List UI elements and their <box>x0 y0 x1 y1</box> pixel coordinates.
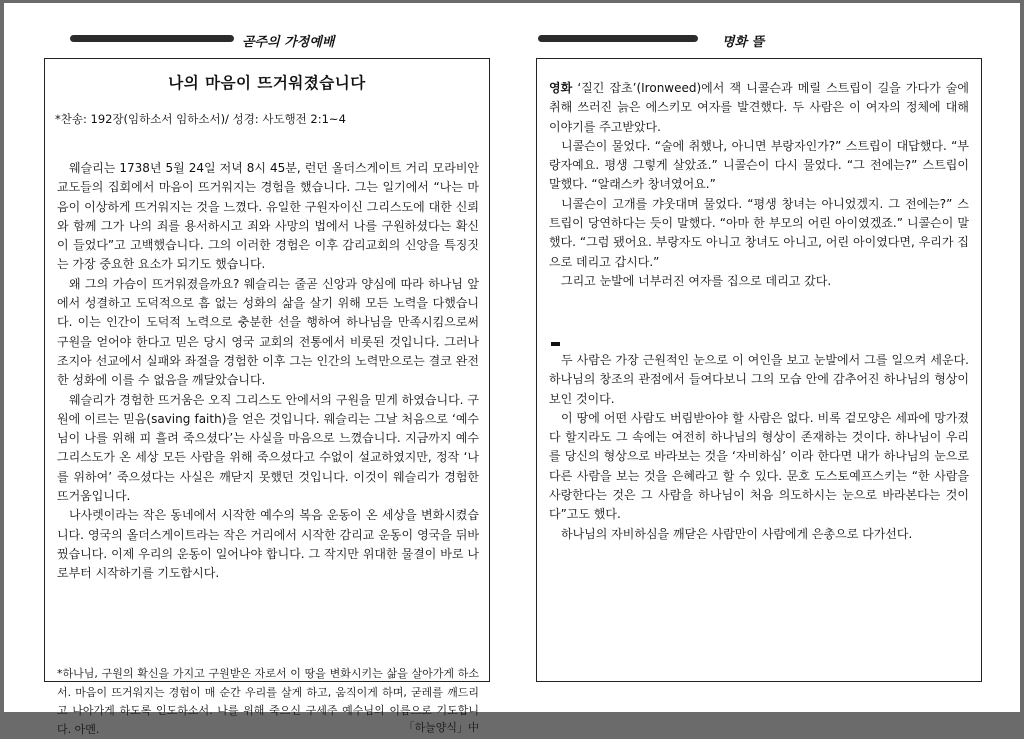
page-sheet <box>4 3 1020 736</box>
left-header-title: 곧주의 가정예배 <box>242 35 335 50</box>
paragraph: 왜 그의 가슴이 뜨거워졌을까요? 웨슬리는 줄곧 신앙과 양심에 따라 하나님 앞에서 성결하고 도덕적으로 흠 없는 성화의 삶을 살기 위해 모든 노력을 다했습니다. 이는 인간이 도덕적 노력으로 충분한 선을 행하여 하나님을 만족시킴으로써 구원을 얻어야 한다고 믿은 당시 영국 교회의 전통에서 비롯된 것입니다. 그러나 조지아 선교에서 실패와 좌절을 경험한 이후 그는 인간의 노력만으로는 결코 완전한 성화에 이를 수 없음을 깨달았습니다. <box>57 276 479 388</box>
paragraph: 웨슬리가 경험한 뜨거움은 오직 그리스도 안에서의 구원을 믿게 하였습니다. 구원에 이르는 믿음(saving faith)을 얻은 것입니다. 웨슬리는 그날 처음으로 ‘예수님이 나를 위해 피 흘려 죽으셨다’는 사실을 마음으로 느꼈습니다. 지금까지 예수 그리스도가 온 세상 모든 사람을 위해 죽으셨다고 수없이 설교하였지만, 정작 ‘나를 위하여’ 죽으셨다는 사실은 깨닫지 못했던 것입니다. 이것이 웨슬리가 경험한 뜨거움입니다. <box>57 392 479 504</box>
paragraph: 니콜슨이 물었다. “술에 취했나, 아니면 부랑자인가?” 스트립이 대답했다. “부랑자예요. 평생 그렇게 살았죠.” 니콜슨이 다시 물었다. “그 전에는?” 스트립이 말했다. “알래스카 창녀였어요.” <box>549 138 969 192</box>
hymn-scripture-line: *찬송: 192장(임하소서 임하소서)/ 성경: 사도행전 2:1~4 <box>55 112 346 126</box>
paragraph: 이 땅에 어떤 사람도 버림받아야 할 사람은 없다. 비록 겉모양은 세파에 망가졌다 할지라도 그 속에는 여전히 하나님의 형상이 존재하는 것이다. 하나님이 우리를 당신의 형상으로 바라보는 것을 ‘자비하심’ 이라 한다면 내가 하나님의 눈으로 다른 사람을 보는 것을 은혜라고 할 수 있다. 문호 도스토예프스키는 “한 사람을 사랑한다는 것은 그 사람을 하나님이 처음 의도하시는 눈으로 바라본다는 것이다”고도 했다. <box>549 410 969 522</box>
right-header-title: 명화 뜰 <box>722 35 765 50</box>
left-header-bar <box>70 35 234 42</box>
film-story-body <box>549 79 969 291</box>
paragraph: 그리고 눈발에 너부러진 여자를 집으로 데리고 갔다. <box>561 273 832 288</box>
paragraph: 나사렛이라는 작은 동네에서 시작한 예수의 복음 운동이 온 세상을 변화시켰습니다. 영국의 올더스게이트라는 작은 거리에서 시작한 감리교 운동이 영국을 뒤바꿨습니다. 이제 우리의 운동이 일어나야 합니다. 그 작지만 위대한 물결이 바로 나로부터 시작하기를 기도합시다. <box>57 508 479 581</box>
paragraph: 웨슬리는 1738년 5월 24일 저녁 8시 45분, 런던 올더스게이트 거리 모라비안 교도들의 집회에서 마음이 뜨거워지는 경험을 했습니다. 그는 일기에서 “나는 마음이 이상하게 뜨거워지는 것을 느꼈다. 유일한 구원자이신 그리스도에 대한 신뢰와 함께 그가 나의 죄를 용서하시고 죄와 사망의 법에서 나를 구원하셨다는 확신이 들었다”고 고백했습니다. 그의 이러한 경험은 이후 감리교회의 신앙을 특징짓는 가장 중요한 요소가 되기도 했습니다. <box>57 161 479 272</box>
closing-prayer: *하나님, 구원의 확신을 가지고 구원받은 자로서 이 땅을 변화시키는 삶을 살아가게 하소서. 마음이 뜨거워지는 경험이 매 순간 우리를 살게 하고, 움직이게 하며, 굳레를 깨드리고 나아가게 하도록 인도하소서. 나를 위해 죽으신 구세주 예수님의 이름으로 기도합니다. 아멘. <box>57 667 479 736</box>
paragraph: 니콜슨이 고개를 갸웃대며 물었다. “평생 창녀는 아니었겠지. 그 전에는?” 스트립이 당연하다는 듯이 말했다. “아마 한 부모의 어린 아이였겠죠.” 니콜슨이 말했다. “그럼 됐어요. 부랑자도 아니고 창녀도 아니고, 어린 아이였다면, 우리가 집으로 데리고 갑시다.” <box>549 196 969 269</box>
lead-word: 영화 <box>549 81 573 95</box>
paragraph: 두 사람은 가장 근원적인 눈으로 이 여인을 보고 눈발에서 그를 일으켜 세운다. 하나님의 창조의 관점에서 들여다보니 그의 모습 안에 감추어진 하나님의 형상이 보인 것이다. <box>549 353 969 406</box>
paragraph: 영화 ‘질긴 잡초’(Ironweed)에서 잭 니콜슨과 메릴 스트립이 길을 가다가 술에 취해 쓰러진 늙은 에스키모 여자를 발견했다. 두 사람은 이 여자의 정체에 대해 이야기를 주고받았다. <box>549 81 969 134</box>
source-credit: 「하늘양식」中 <box>403 721 479 734</box>
paragraph: 하나님의 자비하심을 깨닫은 사람만이 사람에게 은총으로 다가선다. <box>561 526 913 541</box>
left-article-box <box>44 58 490 736</box>
article-title: 나의 마음이 뜨거워졌습니다 <box>168 74 366 92</box>
section-divider-mark <box>551 342 560 346</box>
right-header-bar <box>538 35 698 42</box>
right-article-box <box>536 58 982 682</box>
article-body <box>57 159 479 584</box>
reflection-body <box>549 351 969 544</box>
